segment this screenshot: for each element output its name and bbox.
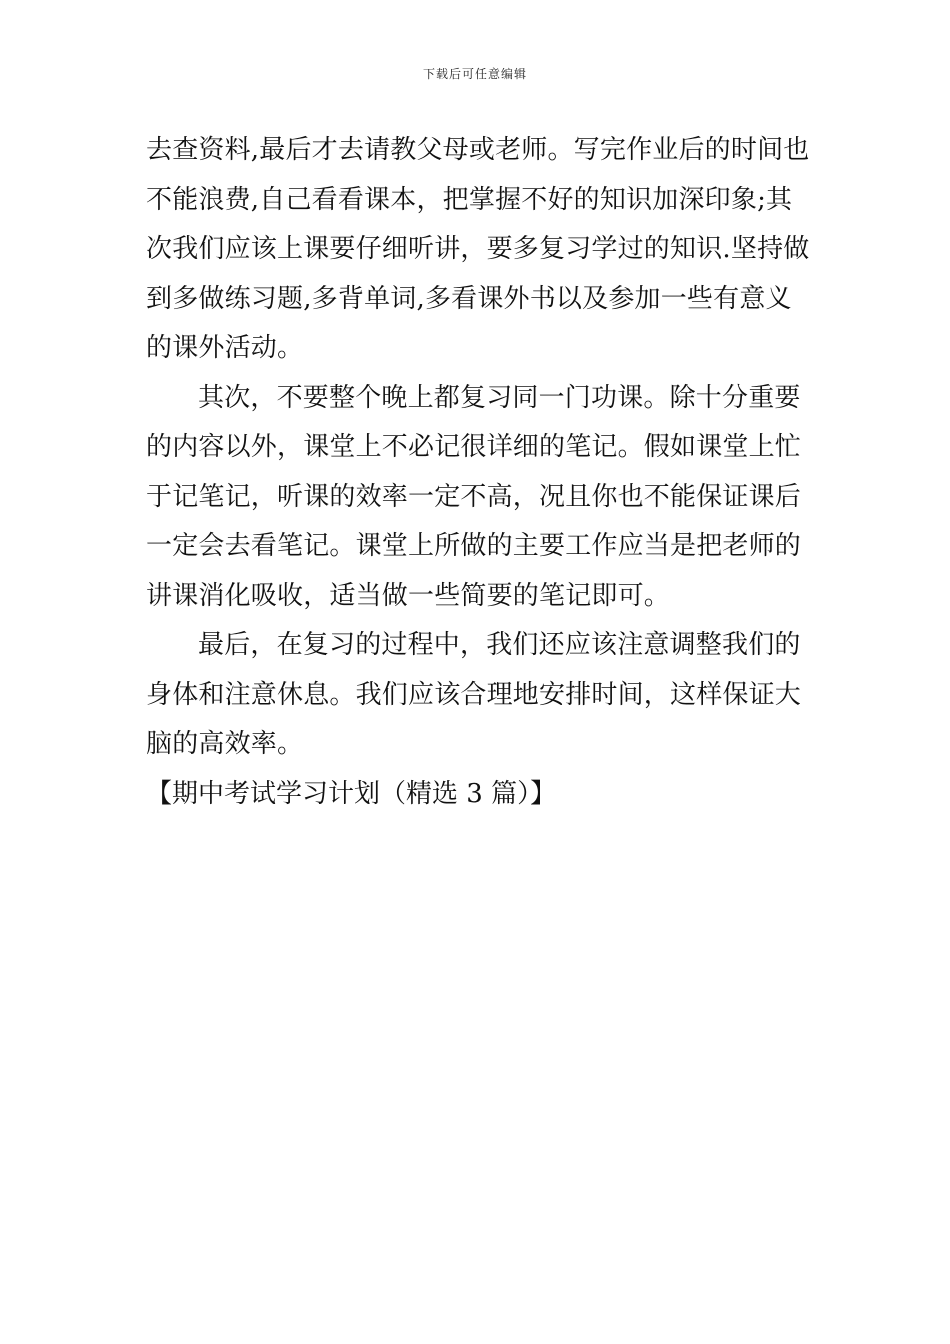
paragraph-line: 到多做练习题,多背单词,多看课外书以及参加一些有意义 bbox=[146, 283, 792, 314]
paragraph-line: 其次，不要整个晚上都复习同一门功课。除十分重要 bbox=[198, 382, 801, 413]
paragraph-line: 去查资料,最后才去请教父母或老师。写完作业后的时间也 bbox=[146, 135, 810, 165]
paragraph-line: 一定会去看笔记。课堂上所做的主要工作应当是把老师的 bbox=[146, 531, 802, 561]
paragraph-line: 的课外活动。 bbox=[146, 333, 304, 363]
paragraph-2 bbox=[146, 374, 808, 622]
document-body bbox=[146, 126, 808, 819]
paragraph-line: 脑的高效率。 bbox=[146, 729, 304, 759]
paragraph-3 bbox=[146, 621, 808, 770]
paragraph-line: 讲课消化吸收，适当做一些简要的笔记即可。 bbox=[146, 580, 671, 611]
paragraph-1 bbox=[146, 126, 808, 374]
paragraph-line: 最后，在复习的过程中，我们还应该注意调整我们的 bbox=[198, 630, 801, 660]
paragraph-line: 于记笔记，听课的效率一定不高，况且你也不能保证课后 bbox=[146, 481, 802, 512]
paragraph-line: 身体和注意休息。我们应该合理地安排时间，这样保证大 bbox=[146, 679, 802, 710]
page-header: 下载后可任意编辑 bbox=[422, 67, 527, 81]
paragraph-line: 次我们应该上课要仔细听讲，要多复习学过的知识.坚持做 bbox=[146, 234, 810, 264]
paragraph-line: 不能浪费,自己看看课本，把掌握不好的知识加深印象;其 bbox=[146, 184, 793, 215]
paragraph-line: 的内容以外，课堂上不必记很详细的笔记。假如课堂上忙 bbox=[146, 432, 802, 462]
section-title: 【期中考试学习计划（精选 3 篇）】 bbox=[146, 778, 557, 809]
